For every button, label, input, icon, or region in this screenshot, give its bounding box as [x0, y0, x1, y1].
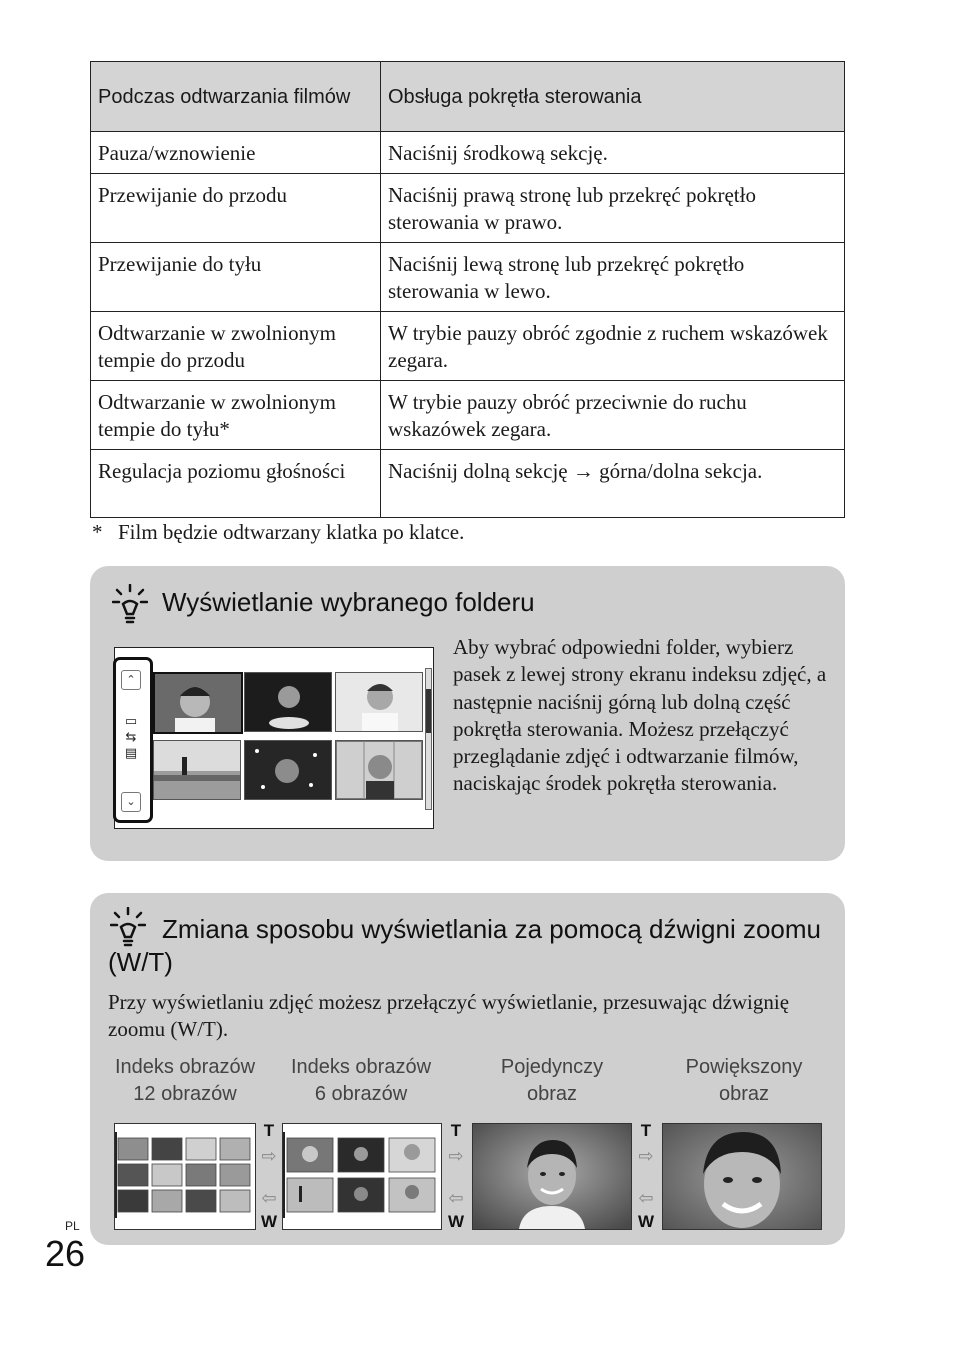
table-footnote [92, 520, 464, 545]
thumbnail-photo [335, 672, 423, 732]
arrow-left-icon: ⇦ [638, 1188, 654, 1209]
index-6-grid [283, 1124, 441, 1229]
table-row [91, 381, 845, 450]
table-header-cell: Obsługa pokrętła sterowania [381, 62, 845, 132]
thumbnail-photo [153, 672, 243, 734]
thumbnail-photo [244, 672, 332, 732]
table-cell: Naciśnij środkową sekcję. [381, 132, 845, 174]
tip-title: Zmiana sposobu wyświetlania za pomocą dźwigni zoomu (W/T) [108, 914, 821, 977]
table-row [91, 243, 845, 312]
table-cell: Przewijanie do przodu [91, 174, 381, 243]
table-cell: Odtwarzanie w zwolnionym tempie do przodu [91, 312, 381, 381]
tip-title: Wyświetlanie wybranego folderu [162, 587, 535, 617]
zoom-w-label: W [260, 1212, 278, 1231]
folder-sidebar [113, 657, 153, 823]
enlarged-photo [663, 1124, 821, 1229]
arrow-right-icon: ⇨ [261, 1146, 277, 1167]
table-row [91, 450, 845, 518]
table-cell: Naciśnij lewą stronę lub przekręć pokrętło sterowania w lewo. [381, 243, 845, 312]
table-header-cell: Podczas odtwarzania filmów [91, 62, 381, 132]
zoom-t-label: T [450, 1121, 462, 1140]
tip-body: Aby wybrać odpowiedni folder, wybierz pasek z lewej strony ekranu indeksu zdjęć, a następnie naciśnij górną lub dolną część pokrętła sterowania. Możesz przełączyć przeglądanie zdjęć i odtwarzanie filmów, naciskając środek pokrętła sterowania. [453, 635, 827, 796]
table-cell: W trybie pauzy obróć przeciwnie do ruchu wskazówek zegara. [381, 381, 845, 450]
index-screen-illustration [114, 647, 434, 829]
table-cell: Odtwarzanie w zwolnionym tempie do tyłu* [91, 381, 381, 450]
photo-icon: ▭ [124, 714, 138, 729]
tip-box-folder [90, 566, 845, 861]
mode-label-single: Pojedynczy obraz [500, 1056, 604, 1105]
table-cell: Przewijanie do tyłu [91, 243, 381, 312]
mode-label-enlarged: Powiększony obraz [685, 1056, 803, 1105]
index-12-grid [115, 1124, 255, 1229]
arrow-left-icon: ⇦ [448, 1188, 464, 1209]
mode-label-index-6: Indeks obrazów 6 obrazów [290, 1056, 432, 1105]
table-row [91, 174, 845, 243]
view-mode-icons [120, 714, 142, 762]
table-row [91, 132, 845, 174]
footnote-mark: * [92, 520, 103, 544]
tip-body: Przy wyświetlaniu zdjęć możesz przełączyć wyświetlanie, przesuwając dźwignię zoomu (W/T). [108, 990, 790, 1042]
index-12-view [114, 1123, 256, 1230]
zoom-w-label: W [637, 1212, 655, 1231]
tip-box-zoom [90, 893, 845, 1245]
table-cell: Pauza/wznowienie [91, 132, 381, 174]
zoom-t-label: T [263, 1121, 275, 1140]
mode-label-index-12: Indeks obrazów 12 obrazów [114, 1056, 256, 1105]
switch-icon: ⇆ [125, 730, 137, 745]
thumbnail-photo [335, 740, 423, 800]
lightbulb-icon [112, 584, 148, 624]
zoom-w-label: W [447, 1212, 465, 1231]
thumbnail-photo [153, 740, 241, 800]
film-icon: ▤ [124, 746, 138, 761]
table-row [91, 312, 845, 381]
dial-control-table [90, 61, 845, 518]
page-number: 26 [45, 1233, 86, 1274]
arrow-right-icon: ⇨ [448, 1146, 464, 1167]
footnote-text: Film będzie odtwarzany klatka po klatce. [118, 520, 465, 544]
table-cell: Regulacja poziomu głośności [91, 450, 381, 518]
scrollbar[interactable] [425, 668, 432, 810]
enlarged-image-view [662, 1123, 822, 1230]
arrow-right-icon: ⇨ [638, 1146, 654, 1167]
index-6-view [282, 1123, 442, 1230]
table-cell: Naciśnij prawą stronę lub przekręć pokrętło sterowania w prawo. [381, 174, 845, 243]
table-cell: W trybie pauzy obróć zgodnie z ruchem wskazówek zegara. [381, 312, 845, 381]
thumbnail-photo [244, 740, 332, 800]
chevron-up-icon: ⌃ [121, 670, 141, 690]
language-code: PL [65, 1219, 80, 1233]
table-cell: Naciśnij dolną sekcję → górna/dolna sekcja. [381, 450, 845, 518]
single-image-view [472, 1123, 632, 1230]
chevron-down-icon: ⌄ [121, 792, 141, 812]
zoom-t-label: T [640, 1121, 652, 1140]
arrow-left-icon: ⇦ [261, 1188, 277, 1209]
single-photo [473, 1124, 631, 1229]
